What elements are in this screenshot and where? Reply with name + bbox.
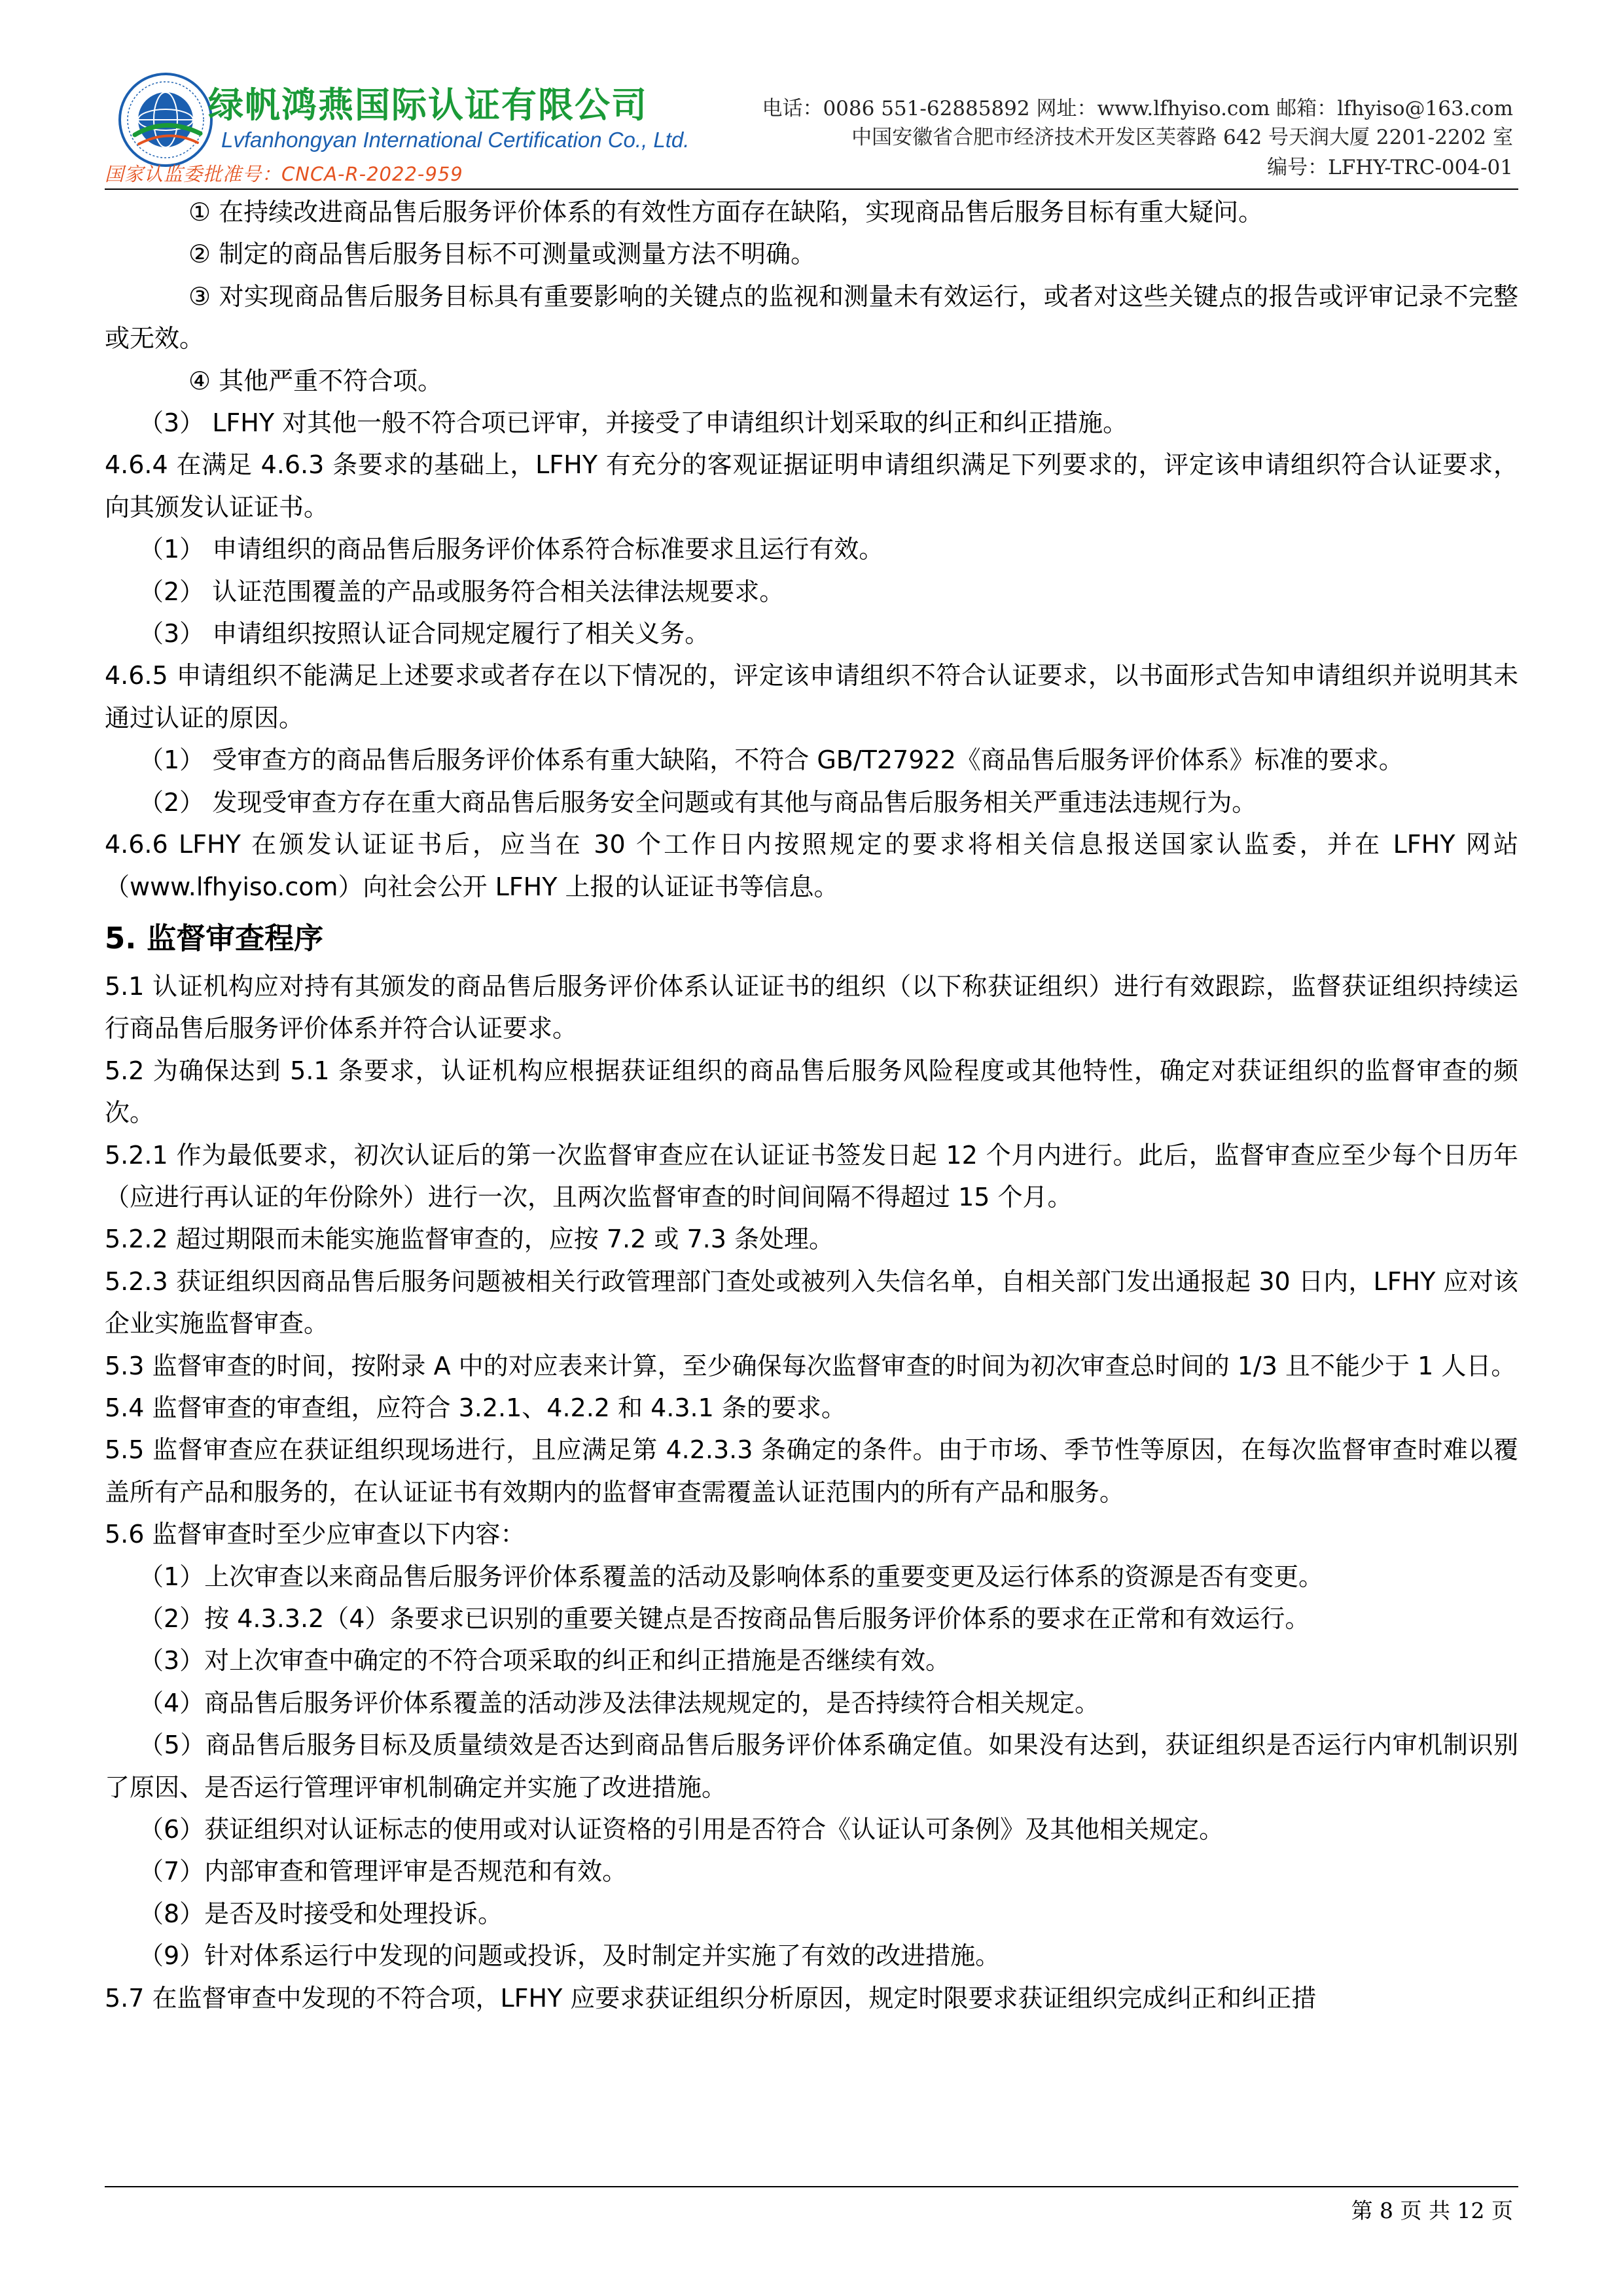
clause-4-6-4: 4.6.4 在满足 4.6.3 条要求的基础上，LFHY 有充分的客观证据证明申请组织满足下列要求的，评定该申请组织符合认证要求，向其颁发认证证书。: [105, 450, 1518, 522]
globe-emblem-icon: [116, 71, 215, 169]
list-item: （5）商品售后服务目标及质量绩效是否达到商品售后服务评价体系确定值。如果没有达到，获证组织是否运行内审机制识别了原因、是否运行管理评审机制确定并实施了改进措施。: [105, 1731, 1518, 1802]
header-divider: [105, 188, 1518, 190]
contact-address: 中国安徽省合肥市经济技术开发区芙蓉路 642 号天润大厦 2201-2202 室: [851, 126, 1513, 149]
paragraph: （1） 受审查方的商品售后服务评价体系有重大缺陷，不符合 GB/T27922《商品售后服务评价体系》标准的要求。: [139, 745, 1404, 775]
paragraph: ④ 其他严重不符合项。: [188, 366, 443, 395]
page-number: 第 8 页 共 12 页: [1351, 2198, 1513, 2223]
page-header: [0, 0, 1623, 196]
clause-5-2-1: 5.2.1 作为最低要求，初次认证后的第一次监督审查应在认证证书签发日起 12 个月内进行。此后，监督审查应至少每个日历年（应进行再认证的年份除外）进行一次，且两次监督审查的时间间隔不得超过 15 个月。: [105, 1140, 1518, 1211]
list-item: （3）对上次审查中确定的不符合项采取的纠正和纠正措施是否继续有效。: [139, 1646, 951, 1676]
clause-5-5: 5.5 监督审查应在获证组织现场进行，且应满足第 4.2.3.3 条确定的条件。由于市场、季节性等原因，在每次监督审查时难以覆盖所有产品和服务的，在认证证书有效期内的监督审查需覆盖认证范围内的所有产品和服务。: [105, 1435, 1518, 1507]
paragraph: （3） 申请组织按照认证合同规定履行了相关义务。: [139, 619, 710, 649]
clause-5-1: 5.1 认证机构应对持有其颁发的商品售后服务评价体系认证证书的组织（以下称获证组织）进行有效跟踪，监督获证组织持续运行商品售后服务评价体系并符合认证要求。: [105, 971, 1518, 1043]
list-item: （6）获证组织对认证标志的使用或对认证资格的引用是否符合《认证认可条例》及其他相关规定。: [139, 1815, 1224, 1844]
paragraph: （3） LFHY 对其他一般不符合项已评审，并接受了申请组织计划采取的纠正和纠正措施。: [139, 408, 1128, 438]
paragraph: （2） 发现受审查方存在重大商品售后服务安全问题或有其他与商品售后服务相关严重违法违规行为。: [139, 787, 1257, 817]
clause-5-2-3: 5.2.3 获证组织因商品售后服务问题被相关行政管理部门查处或被列入失信名单，自相关部门发出通报起 30 日内，LFHY 应对该企业实施监督审查。: [105, 1266, 1518, 1338]
clause-5-7: 5.7 在监督审查中发现的不符合项，LFHY 应要求获证组织分析原因，规定时限要求获证组织完成纠正和纠正措: [105, 1983, 1317, 2013]
list-item: （2）按 4.3.3.2（4）条要求已识别的重要关键点是否按商品售后服务评价体系的要求在正常和有效运行。: [139, 1604, 1310, 1633]
footer-divider: [105, 2186, 1518, 2187]
paragraph: ② 制定的商品售后服务目标不可测量或测量方法不明确。: [188, 240, 816, 269]
clause-5-3: 5.3 监督审查的时间，按附录 A 中的对应表来计算，至少确保每次监督审查的时间为初次审查总时间的 1/3 且不能少于 1 人日。: [105, 1351, 1516, 1380]
clause-5-2: 5.2 为确保达到 5.1 条要求，认证机构应根据获证组织的商品售后服务风险程度或其他特性，确定对获证组织的监督审查的频次。: [105, 1056, 1518, 1128]
paragraph: （1） 申请组织的商品售后服务评价体系符合标准要求且运行有效。: [139, 535, 884, 564]
document-code: 编号：LFHY-TRC-004-01: [1267, 156, 1513, 179]
list-item: （9）针对体系运行中发现的问题或投诉，及时制定并实施了有效的改进措施。: [139, 1941, 1001, 1971]
contact-phone-web-email: 电话：0086 551-62885892 网址：www.lfhyiso.com 邮箱：lfhyiso@163.com: [762, 97, 1513, 120]
clause-4-6-6: 4.6.6 LFHY 在颁发认证证书后，应当在 30 个工作日内按照规定的要求将相关信息报送国家认监委，并在 LFHY 网站（www.lfhyiso.com）向社会公开 LFHY 上报的认证证书等信息。: [105, 830, 1518, 901]
approval-number: 国家认监委批准号：CNCA-R-2022-959: [105, 163, 463, 185]
clause-5-4: 5.4 监督审查的审查组，应符合 3.2.1、4.2.2 和 4.3.1 条的要求。: [105, 1393, 846, 1422]
list-item: （8）是否及时接受和处理投诉。: [139, 1899, 503, 1928]
clause-5-2-2: 5.2.2 超过期限而未能实施监督审查的，应按 7.2 或 7.3 条处理。: [105, 1225, 834, 1254]
clause-5-6: 5.6 监督审查时至少应审查以下内容：: [105, 1520, 526, 1549]
company-name-en: Lvfanhongyan International Certification Co., Ltd.: [221, 128, 690, 152]
paragraph: （2） 认证范围覆盖的产品或服务符合相关法律法规要求。: [139, 577, 785, 606]
company-name-cn: 绿帆鸿燕国际认证有限公司: [208, 84, 648, 126]
paragraph: ③ 对实现商品售后服务目标具有重要影响的关键点的监视和测量未有效运行，或者对这些关键点的报告或评审记录不完整或无效。: [105, 281, 1518, 353]
list-item: （1）上次审查以来商品售后服务评价体系覆盖的活动及影响体系的重要变更及运行体系的资源是否有变更。: [139, 1562, 1324, 1591]
document-body: [105, 191, 1518, 2019]
list-item: （7）内部审查和管理评审是否规范和有效。: [139, 1857, 628, 1886]
section-heading: 5. 监督审查程序: [105, 920, 324, 956]
paragraph: ① 在持续改进商品售后服务评价体系的有效性方面存在缺陷，实现商品售后服务目标有重大疑问。: [188, 198, 1264, 226]
clause-4-6-5: 4.6.5 申请组织不能满足上述要求或者存在以下情况的，评定该申请组织不符合认证要求，以书面形式告知申请组织并说明其未通过认证的原因。: [105, 661, 1518, 732]
list-item: （4）商品售后服务评价体系覆盖的活动涉及法律法规规定的，是否持续符合相关规定。: [139, 1688, 1100, 1717]
